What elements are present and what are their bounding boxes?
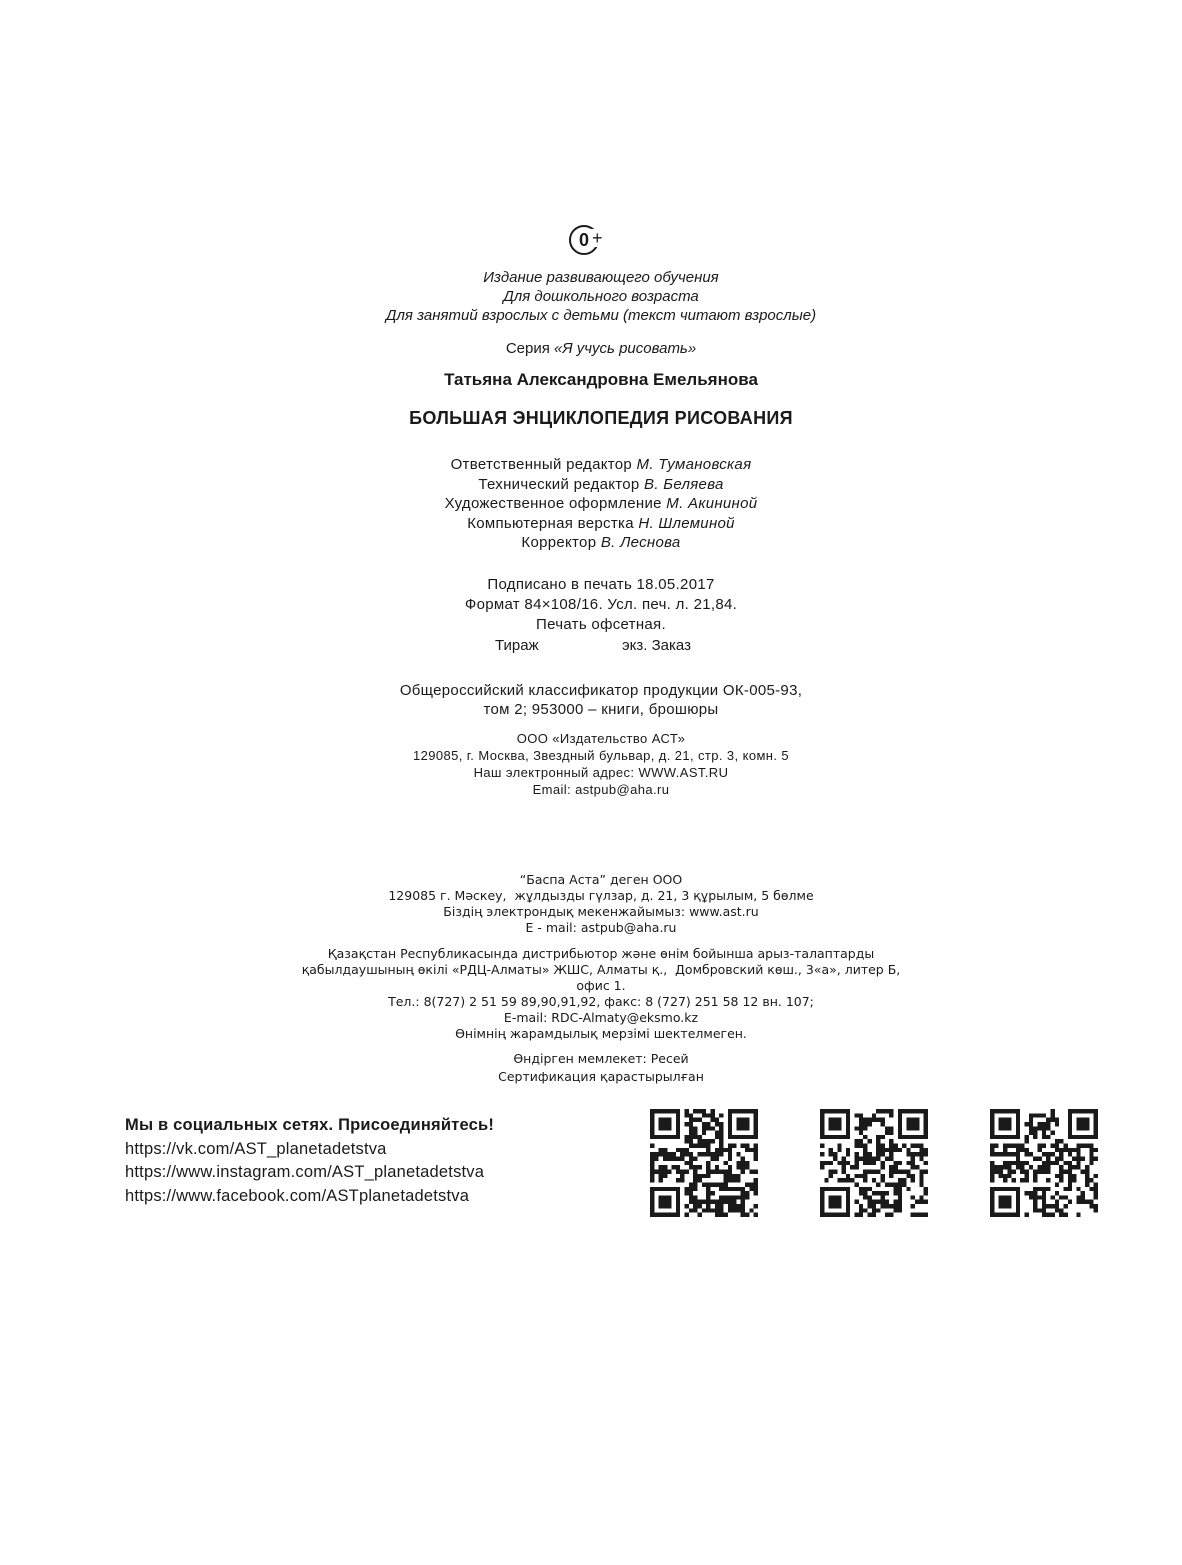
credit-line: [0, 533, 1182, 553]
intro-line: Для дошкольного возраста: [503, 288, 699, 305]
print-info-line: Формат 84×108/16. Усл. печ. л. 21,84.: [464, 596, 738, 613]
print-info-line: Печать офсетная.: [536, 616, 666, 633]
edition-description: [0, 268, 1182, 325]
age-rating-badge: [569, 223, 605, 259]
qr-code-icon: [650, 1109, 758, 1217]
classifier-line: Общероссийский классификатор продукции ОК-005-93,: [399, 682, 803, 699]
publisher-block: [0, 730, 1182, 798]
publisher-line: Наш электронный адрес: WWW.AST.RU: [473, 765, 729, 780]
intro-line: Для занятий взрослых с детьми (текст читают взрослые): [385, 307, 817, 324]
credit-role: Художественное оформление: [444, 495, 667, 512]
kz-origin-line: Өндірген мемлекет: Ресей: [513, 1051, 689, 1066]
kz-publisher-line: Біздің электрондық мекенжайымыз: www.ast.ru: [443, 904, 759, 919]
qr-code-icon: [990, 1109, 1098, 1217]
series-name: «Я учусь рисовать»: [554, 340, 697, 357]
credit-role: Ответственный редактор: [450, 456, 637, 473]
kz-distributor-line: Өнімнің жарамдылық мерзімі шектелмеген.: [455, 1026, 747, 1041]
kz-distributor-line: Қазақстан Республикасында дистрибьютор және өнім бойынша арыз-талаптарды: [327, 946, 875, 961]
qr-code-facebook[interactable]: [990, 1109, 1098, 1217]
kz-publisher-block: [0, 872, 1182, 936]
credit-line: [0, 475, 1182, 495]
publisher-line: 129085, г. Москва, Звездный бульвар, д. 21, стр. 3, комн. 5: [412, 748, 790, 763]
kz-origin-block: [0, 1050, 1182, 1085]
publisher-line: Email: astpub@aha.ru: [532, 782, 670, 797]
kz-origin-line: Сертификация қарастырылған: [498, 1068, 704, 1084]
qr-code-icon: [820, 1109, 928, 1217]
social-networks-block: [125, 1114, 494, 1208]
series-line: [0, 340, 1182, 357]
credit-role: Технический редактор: [478, 475, 645, 493]
classifier-line: том 2; 953000 – книги, брошюры: [483, 701, 719, 718]
age-rating-plus: +: [592, 228, 603, 248]
credit-person: В. Беляева: [644, 475, 724, 493]
book-title: БОЛЬШАЯ ЭНЦИКЛОПЕДИЯ РИСОВАНИЯ: [409, 408, 793, 428]
series-prefix: Серия: [505, 340, 555, 357]
credit-line: [0, 455, 1182, 475]
kz-publisher-line: 129085 г. Мәскеу, жұлдызды гүлзар, д. 21, 3 құрылым, 5 бөлме: [388, 888, 814, 903]
kz-distributor-line: офис 1.: [576, 978, 626, 993]
credit-person: Н. Шлеминой: [638, 514, 735, 532]
circulation-label: Тираж: [495, 637, 539, 654]
kz-publisher-line: “Баспа Аста” деген ООО: [519, 872, 683, 887]
social-link-facebook[interactable]: https://www.facebook.com/ASTplanetadetstva: [125, 1186, 470, 1205]
kz-distributor-block: [0, 946, 1182, 1042]
author-name: Татьяна Александровна Емельянова: [444, 370, 758, 389]
classifier-block: [0, 681, 1182, 719]
credit-person: М. Акининой: [666, 495, 758, 512]
credits-block: [0, 455, 1182, 553]
kz-publisher-line: E - mail: astpub@aha.ru: [525, 920, 677, 935]
qr-code-instagram[interactable]: [820, 1109, 928, 1217]
print-info-block: [0, 575, 1182, 635]
intro-line: Издание развивающего обучения: [483, 269, 719, 286]
social-title: Мы в социальных сетях. Присоединяйтесь!: [125, 1116, 495, 1134]
print-info-line: Подписано в печать 18.05.2017: [487, 576, 715, 593]
credit-line: [0, 514, 1182, 534]
kz-distributor-line: қабылдаушының өкілі «РДЦ-Алматы» ЖШС, Алматы қ., Домбровский көш., 3«а», литер Б,: [301, 962, 901, 977]
credit-role: Корректор: [521, 534, 601, 551]
circulation-order: экз. Заказ: [622, 637, 691, 654]
age-rating-digit: 0: [578, 229, 589, 250]
social-link-instagram[interactable]: https://www.instagram.com/AST_planetadetstva: [125, 1163, 485, 1181]
kz-distributor-line: Тел.: 8(727) 2 51 59 89,90,91,92, факс: 8 (727) 251 58 12 вн. 107;: [388, 994, 814, 1009]
credit-person: М. Тумановская: [636, 456, 752, 473]
publisher-line: ООО «Издательство АСТ»: [516, 731, 686, 746]
kz-distributor-line: E-mail: RDC-Almaty@eksmo.kz: [503, 1010, 699, 1025]
credit-person: В. Леснова: [600, 534, 681, 551]
credit-role: Компьютерная верстка: [467, 514, 639, 532]
credit-line: [0, 494, 1182, 514]
social-link-vk[interactable]: https://vk.com/AST_planetadetstva: [125, 1139, 387, 1158]
qr-code-vk[interactable]: [650, 1109, 758, 1217]
